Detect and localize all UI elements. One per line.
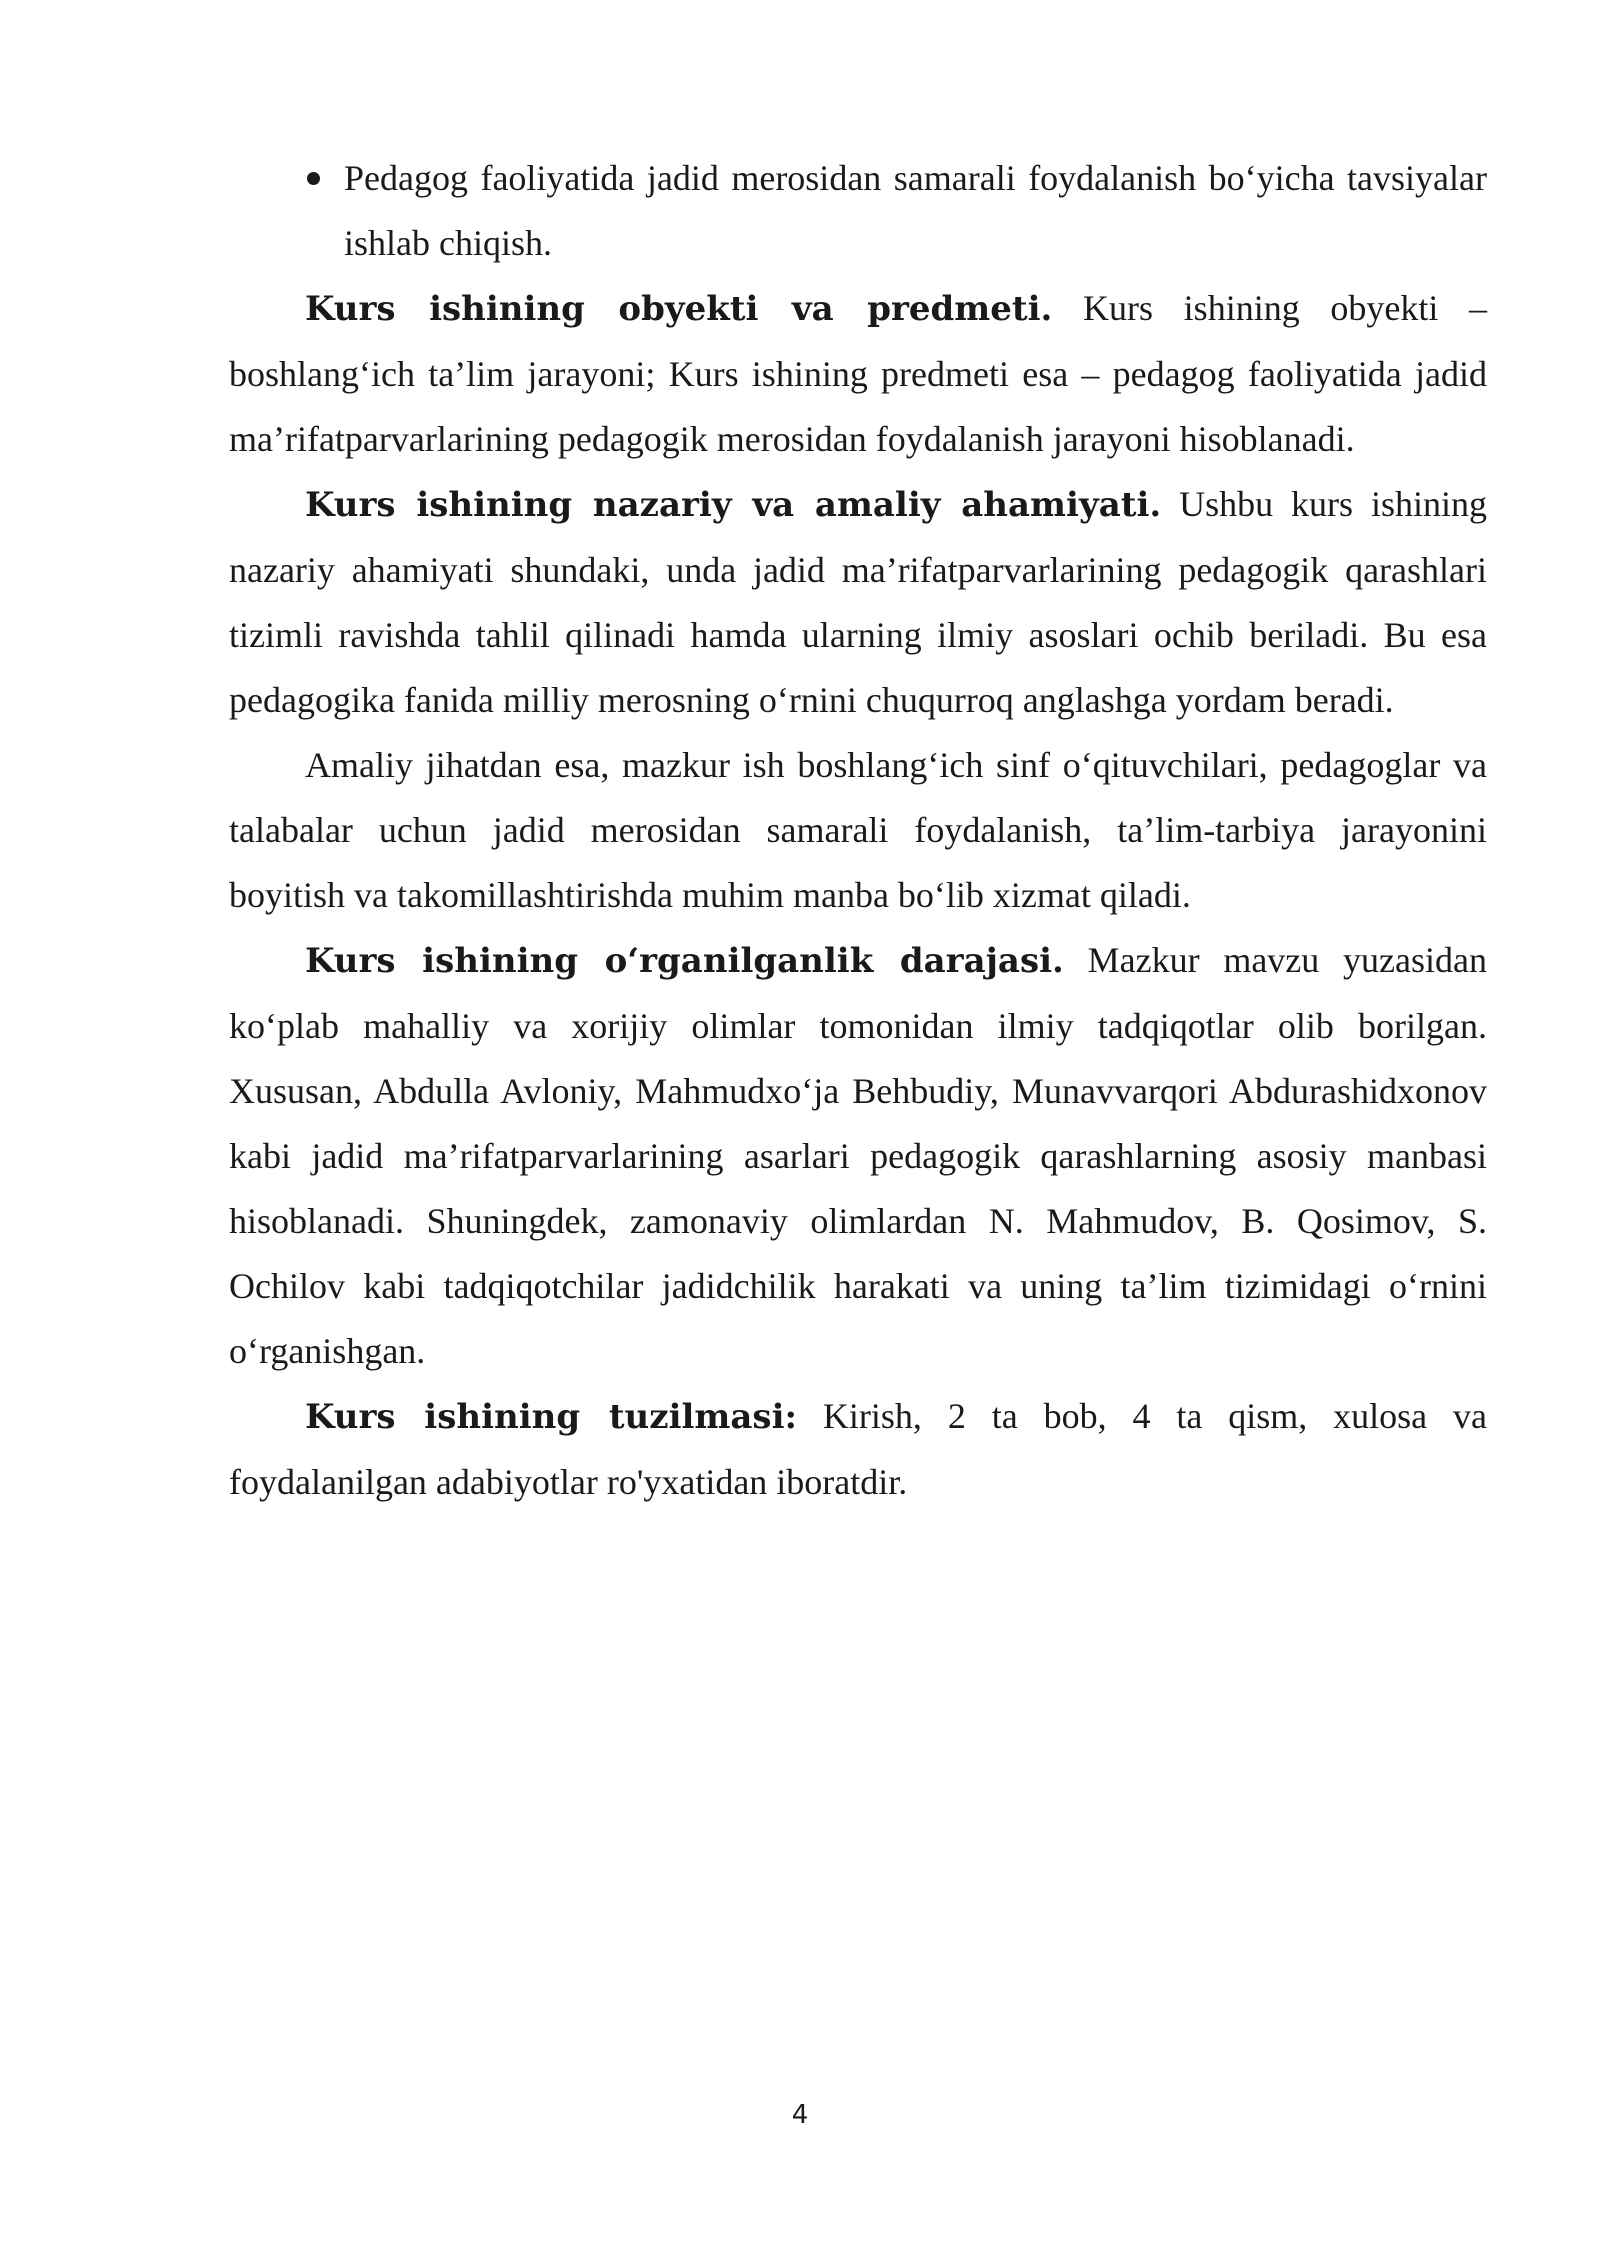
- paragraph-practical: [229, 733, 1487, 928]
- paragraph-text: Kirish, 2 ta bob, 4 ta qism, xulosa va foydalanilgan adabiyotlar ro'yxatidan iboratdir.: [229, 1396, 1487, 1502]
- paragraph-research-level: [229, 928, 1487, 1384]
- bullet-dot-icon: [307, 172, 320, 185]
- page-content: [229, 146, 1487, 1515]
- paragraph-object-subject: [229, 276, 1487, 472]
- paragraph-heading: Kurs ishining obyekti va predmeti.: [305, 289, 1053, 329]
- bullet-list-item: [229, 146, 1487, 276]
- paragraph-text: Kurs ishining obyekti – boshlang‘ich ta’lim jarayoni; Kurs ishining predmeti esa – pedagog faoliyatida jadid ma’rifatparvarlarining pedagogik merosidan foydalanish jarayoni hisoblanadi.: [229, 288, 1487, 459]
- bullet-item-text: Pedagog faoliyatida jadid merosidan samarali foydalanish bo‘yicha tavsiyalar ishlab chiqish.: [344, 158, 1487, 263]
- paragraph-text: Ushbu kurs ishining nazariy ahamiyati shundaki, unda jadid ma’rifatparvarlarining pedagogik qarashlari tizimli ravishda tahlil qilinadi hamda ularning ilmiy asoslari ochib beriladi. Bu esa pedagogika fanida milliy merosning o‘rnini chuqurroq anglashga yordam beradi.: [229, 484, 1487, 720]
- paragraph-text: Mazkur mavzu yuzasidan ko‘plab mahalliy va xorijiy olimlar tomonidan ilmiy tadqiqotlar olib borilgan. Xususan, Abdulla Avloniy, Mahmudxo‘ja Behbudiy, Munavvarqori Abdurashidxonov kabi jadid ma’rifatparvarlarining asarlari pedagogik qarashlarning asosiy manbasi hisoblanadi. Shuningdek, zamonaviy olimlardan N. Mahmudov, B. Qosimov, S. Ochilov kabi tadqiqotchilar jadidchilik harakati va uning ta’lim tizimidagi o‘rnini o‘rganishgan.: [229, 940, 1487, 1371]
- paragraph-theoretical-practical: [229, 472, 1487, 733]
- paragraph-structure: [229, 1384, 1487, 1515]
- paragraph-heading: Kurs ishining nazariy va amaliy ahamiyati.: [305, 485, 1162, 525]
- paragraph-heading: Kurs ishining o‘rganilganlik darajasi.: [305, 941, 1064, 981]
- paragraph-text: Amaliy jihatdan esa, mazkur ish boshlang‘ich sinf o‘qituvchilari, pedagoglar va talabalar uchun jadid merosidan samarali foydalanish, ta’lim-tarbiya jarayonini boyitish va takomillashtirishda muhim manba bo‘lib xizmat qiladi.: [229, 745, 1487, 915]
- paragraph-heading: Kurs ishining tuzilmasi:: [305, 1397, 798, 1437]
- page-number: 4: [791, 2100, 809, 2130]
